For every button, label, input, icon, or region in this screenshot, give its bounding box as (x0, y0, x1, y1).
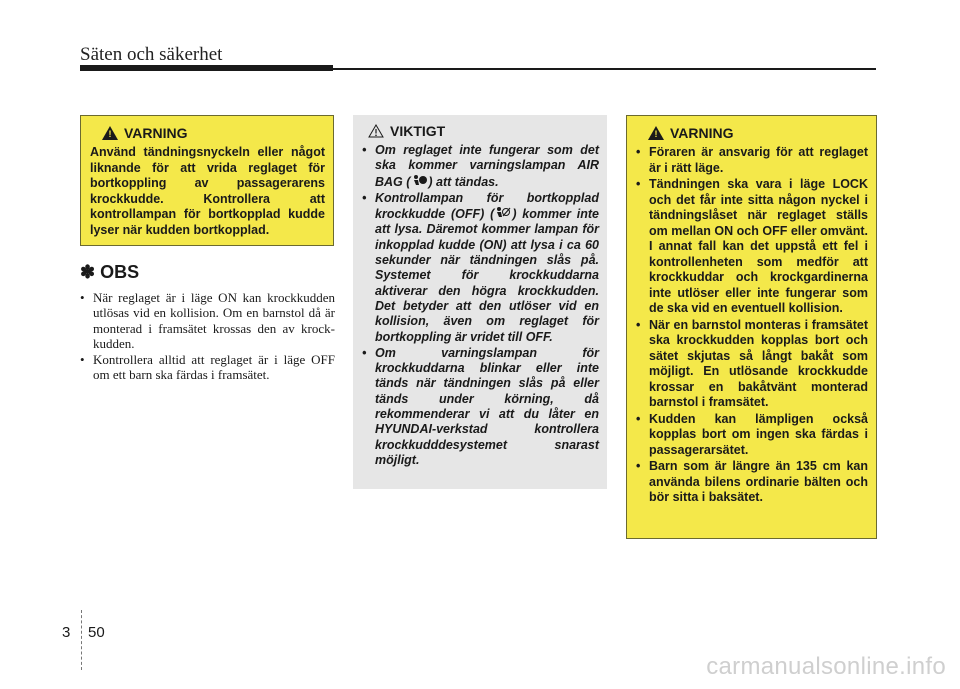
asterisk-icon: ✽ (80, 262, 96, 282)
important-item: • Om reglaget inte fungerar som det ska kommer varningslampan AIR BAG ( ) att tändas. (362, 143, 599, 190)
warning-item: • Tändningen ska vara i läge LOCK och det får inte sitta någon nyckel i tändningslåset när reglaget ställs om mellan ON och OFF eller omvänt. I annat fall kan det uppstå ett fel i kontrollenheten som medför att krockkuddar och krockgardinerna inte utlöser eller inte fungerar som de ska vid en eventuell kollision. (636, 177, 868, 317)
important-item: • Kontrollampan för bortkopplad krockkudde (OFF) ( ) kommer inte att lysa. Däremot kommer lampan för inkopplad kudde (ON) att lysa i ca 60 sekunder när tändningen slås på. Systemet för krockkuddarna aktiverar den högra krockkudden. Det betyder att den utlöser vid en kollision, även om reglaget för bortkoppling är vridet till OFF. (362, 191, 599, 345)
warning-item: • Kudden kan lämpligen också kopplas bort om ingen ska färdas i passagerarsätet. (636, 412, 868, 459)
important-box (353, 115, 607, 489)
chapter-number: 3 (62, 624, 71, 641)
warning-list-right (636, 145, 868, 506)
obs-heading (80, 262, 139, 283)
obs-item: • När reglaget är i läge ON kan krockkudden utlösas vid en kollision. Om en barnstol då är monterad i framsätet krossas den av krockkudden. (80, 290, 335, 351)
airbag-off-icon (494, 206, 512, 220)
warning-title-text: VARNING (670, 125, 734, 141)
warning-triangle-icon: ! (648, 126, 664, 140)
important-title-text: VIKTIGT (390, 123, 446, 139)
obs-list (80, 290, 335, 384)
warning-box-left (80, 115, 334, 246)
footer-divider (81, 610, 83, 670)
watermark: carmanualsonline.info (706, 653, 946, 680)
warning-item: • Föraren är ansvarig för att reglaget är i rätt läge. (636, 145, 868, 176)
important-title (362, 123, 599, 139)
warning-title-text: VARNING (124, 125, 188, 141)
obs-title-text: OBS (100, 262, 140, 282)
warning-triangle-icon: ! (102, 126, 118, 140)
header-rule-accent (80, 65, 333, 71)
warning-item: • Barn som är längre än 135 cm kan använda bilens ordinarie bälten och bör sitta i baksätet. (636, 459, 868, 506)
page-header-title: Säten och säkerhet (80, 44, 223, 65)
caution-triangle-icon (368, 124, 384, 138)
warning-title-right (636, 125, 868, 141)
airbag-warning-icon (410, 174, 428, 188)
warning-item: • När en barnstol monteras i framsätet ska krockkudden kopplas bort och sätet skjutas så långt bakåt som möjligt. En utlösande krockkudde krossar en bakåtvänt monterad barnstol i framsätet. (636, 318, 868, 411)
important-item: • Om varningslampan för krockkuddarna blinkar eller inte tänds när tändningen slås på eller tänds under körning, då rekommenderar vi att du låter en HYUNDAI-verkstad kontrollera krockkudddesystemet snarast möjligt. (362, 346, 599, 468)
warning-box-right (626, 115, 877, 539)
page-number: 50 (88, 624, 105, 641)
warning-text-left: Använd tändningsnyckeln eller något liknande för att vrida reglaget för bortkoppling av passagerarens krockkudde. Kontrollera att kontrollampan för bortkopplad kudde lyser när kudden bortkopplad. (90, 145, 325, 237)
important-list (362, 143, 599, 468)
obs-item: • Kontrollera alltid att reglaget är i läge OFF om ett barn ska färdas i framsätet. (80, 352, 335, 383)
warning-title-left (90, 125, 325, 141)
